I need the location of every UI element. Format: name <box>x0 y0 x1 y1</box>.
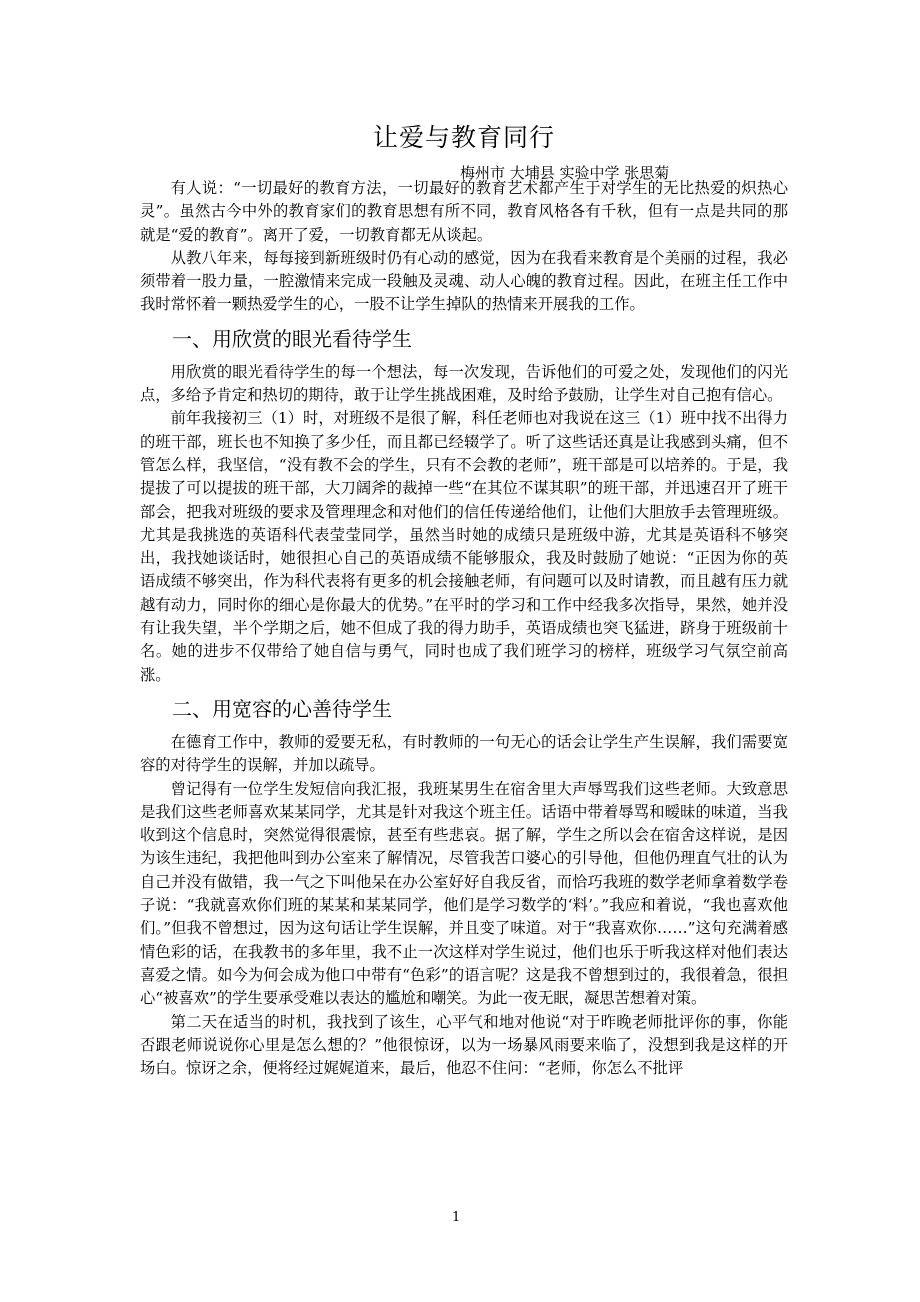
document-body <box>140 177 788 1080</box>
paragraph: 前年我接初三（1）时，对班级不是很了解，科任老师也对我说在这三（1）班中找不出得力的班干部，班长也不知换了多少任，而且都已经辍学了。听了这些话还真是让我感到头痛，但不管怎么样，我坚信，“没有教不会的学生，只有不会教的老师”，班干部是可以培养的。于是，我提拔了可以提拔的班干部，大刀阔斧的裁掉一些“在其位不谋其职”的班干部，并迅速召开了班干部会，把我对班级的要求及管理理念和对他们的信任传递给他们，让他们大胆放手去管理班级。尤其是我挑选的英语科代表莹莹同学，虽然当时她的成绩只是班级中游，尤其是英语科不够突出，我找她谈话时，她很担心自己的英语成绩不能够服众，我及时鼓励了她说：“正因为你的英语成绩不够突出，作为科代表将有更多的机会接触老师，有问题可以及时请教，而且越有压力就越有动力，同时你的细心是你最大的优势。”在平时的学习和工作中经我多次指导，果然，她并没有让我失望，半个学期之后，她不但成了我的得力助手，英语成绩也突飞猛进，跻身于班级前十名。她的进步不仅带给了她自信与勇气，同时也成了我们班学习的榜样，班级学习气氛空前高涨。 <box>140 409 788 684</box>
section-heading: 二、用宽容的心善待学生 <box>172 696 392 721</box>
paragraph: 曾记得有一位学生发短信向我汇报，我班某男生在宿舍里大声辱骂我们这些老师。大致意思是我们这些老师喜欢某某同学，尤其是针对我这个班主任。话语中带着辱骂和暧昧的味道，当我收到这个信息时，突然觉得很震惊，甚至有些悲哀。据了解，学生之所以会在宿舍这样说，是因为该生违纪，我把他叫到办公室来了解情况，尽管我苦口婆心的引导他，但他仍理直气壮的认为自己并没有做错，我一气之下叫他呆在办公室好好自我反省，而恰巧我班的数学老师拿着数学卷子说：“我就喜欢你们班的某某和某某同学，他们是学习数学的‘料’。”我应和着说，“我也喜欢他们。”但我不曾想过，因为这句话让学生误解，并且变了味道。对于“我喜欢你……”这句充满着感情色彩的话，在我教书的多年里，我不止一次这样对学生说过，他们也乐于听我这样对他们表达喜爱之情。如今为何会成为他口中带有“色彩”的语言呢？这是我不曾想到过的，我很着急，很担心“被喜欢”的学生要承受难以表达的尴尬和嘲笑。为此一夜无眠，凝思苦想着对策。 <box>140 779 788 1008</box>
paragraph: 从教八年来，每每接到新班级时仍有心动的感觉，因为在我看来教育是个美丽的过程，我必须带着一股力量，一腔激情来完成一段触及灵魂、动人心魄的教育过程。因此，在班主任工作中我时常怀着一颗热爱学生的心，一股不让学生掉队的热情来开展我的工作。 <box>140 248 788 314</box>
page-number: 1 <box>452 1210 461 1225</box>
paragraph: 用欣赏的眼光看待学生的每一个想法，每一次发现，告诉他们的可爱之处，发现他们的闪光点，多给予肯定和热切的期待，敢于让学生挑战困难，及时给予鼓励，让学生对自己抱有信心。 <box>140 362 788 405</box>
paragraph: 有人说：“一切最好的教育方法，一切最好的教育艺术都产生于对学生的无比热爱的炽热心灵”。虽然古今中外的教育家们的教育思想有所不同，教育风格各有千秋，但有一点是共同的那就是“爱的教育”。离开了爱，一切教育都无从谈起。 <box>140 179 788 244</box>
document-title: 让爱与教育同行 <box>372 123 555 152</box>
author-line: 梅州市 大埔县 实验中学 张思菊 <box>460 164 670 182</box>
paragraph: 第二天在适当的时机，我找到了该生，心平气和地对他说“对于昨晚老师批评你的事，你能否跟老师说说你心里是怎么想的？”他很惊讶，以为一场暴风雨要来临了，没想到我是这样的开场白。惊讶之余，便将经过娓娓道来，最后，他忍不住问：“老师，你怎么不批评 <box>140 1012 788 1078</box>
section-heading: 一、用欣赏的眼光看待学生 <box>172 326 412 351</box>
paragraph: 在德育工作中，教师的爱要无私，有时教师的一句无心的话会让学生产生误解，我们需要宽容的对待学生的误解，并加以疏导。 <box>140 732 788 775</box>
